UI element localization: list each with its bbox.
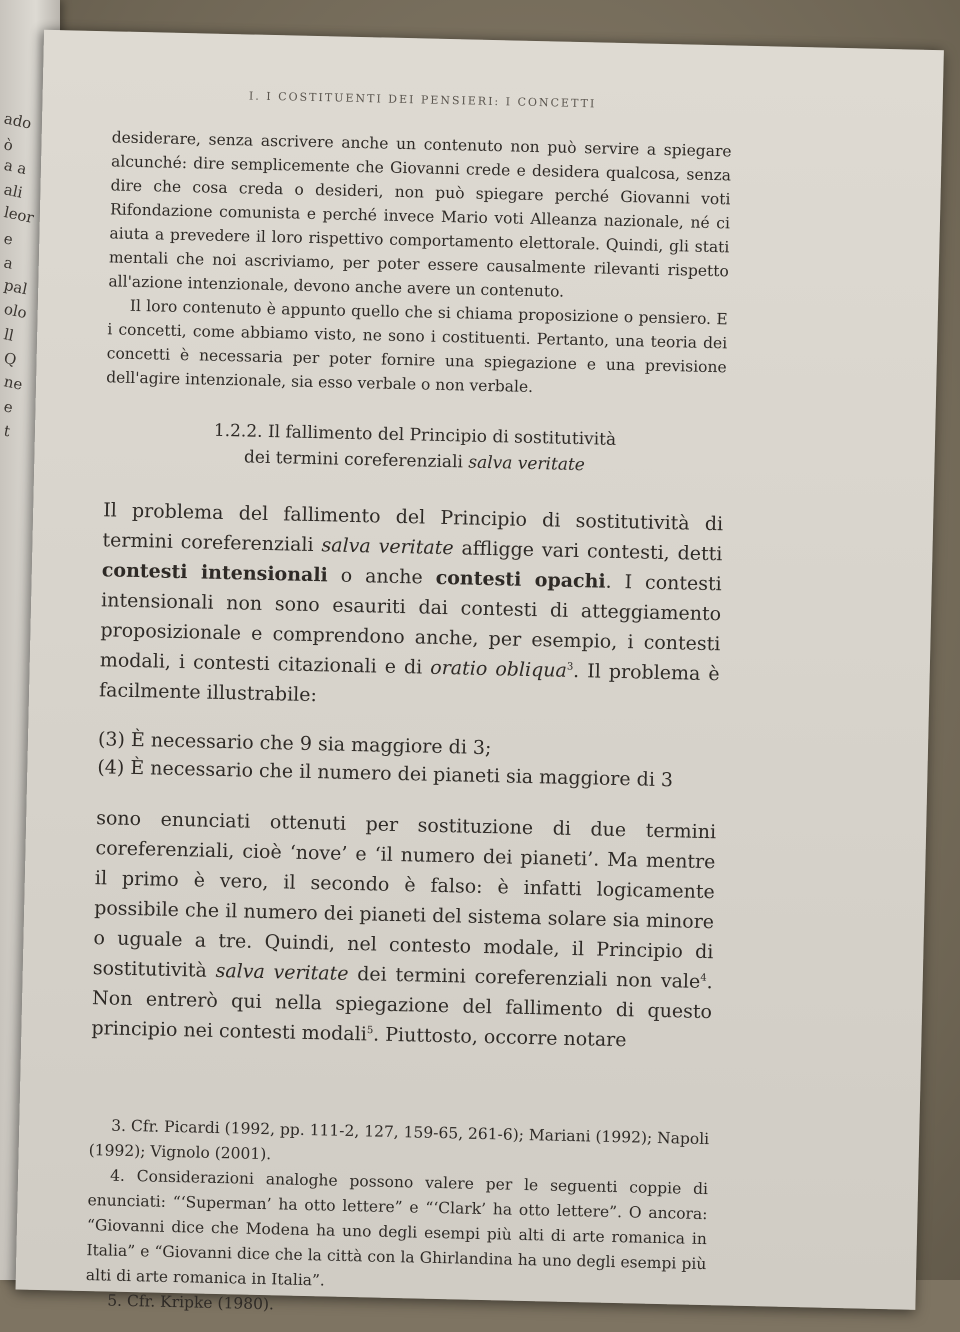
- footnote-ref-4: 4: [700, 972, 707, 984]
- paragraph-after-examples: [91, 803, 716, 1057]
- paragraph-top-1: desiderare, senza ascrivere anche un contenuto non può servire a spiegare alcunché: dire semplicemente che Giovanni crede e desidera qualcosa, senza dire che cosa creda o desideri, non può spiegare perché Giovanni voti Rifondazione comunista e perché invece Mario voti Alleanza nazionale, né ci aiuta a prevedere il loro rispettivo comportamento elettorale. Quindi, gli stati mentali che noi ascriviamo, per poter essere causalmente rilevanti rispetto all'azione intenzionale, devono anche avere un contenuto.: [108, 128, 732, 301]
- after-italic: salva veritate: [215, 959, 349, 985]
- example-list: [97, 725, 718, 795]
- after-text: dei termini coreferenziali non vale: [348, 962, 701, 993]
- example-4: (4) È necessario che il numero dei pianeti sia maggiore di 3: [97, 756, 674, 792]
- prev-page-fragment: e: [2, 229, 15, 249]
- intro-italic: salva veritate: [321, 534, 454, 560]
- after-text: . Non entrerò qui nella spiegazione del fallimento di questo principio nei contesti modali: [91, 971, 713, 1046]
- prev-page-fragment: ll: [2, 325, 16, 345]
- paragraph-intro: [99, 495, 724, 719]
- intro-text: . Il problema è facilmente illustrabile:: [98, 659, 720, 707]
- after-text: . Piuttosto, occorre notare: [372, 1023, 627, 1052]
- intro-text: affligge vari contesti, detti: [453, 537, 723, 566]
- footnote-ref-5: 5: [366, 1025, 374, 1037]
- after-text: sono enunciati ottenuti per sostituzione di due termini coreferenziali, cioè ‘nove’ e ‘il numero dei pianeti’. Ma mentre il primo è vero, il secondo è falso: è infatti logicamente possibile che il numero dei pianeti del sistema solare sia minore o uguale a tre. Quindi, nel contesto modale, il Principio di sostitutività: [92, 807, 717, 982]
- section-number: 1.2.2.: [213, 420, 263, 442]
- footnote-5: 5. Cfr. Kripke (1980).: [107, 1291, 275, 1314]
- example-3: (3) È necessario che 9 sia maggiore di 3;: [97, 728, 492, 760]
- paragraph-top-2: Il loro contenuto è appunto quello che si chiama proposizione o pensiero. E i concetti, come abbiamo visto, ne sono i costituenti. Pertanto, una teoria dei concetti è necessaria per poter fornire una spiegazione e una previsione dell'agire intenzionale, sia esso verbale o non verbale.: [106, 296, 728, 396]
- section-title-line1: Il fallimento del Principio di sostitutività: [267, 421, 617, 450]
- prev-page-fragment: a: [2, 253, 15, 273]
- section-heading: [104, 415, 725, 481]
- prev-page-fragment: ò: [2, 135, 15, 155]
- intro-italic-oratio: oratio obliqua: [430, 656, 568, 682]
- prev-page-fragment: t: [2, 421, 12, 441]
- intro-text: o anche: [327, 564, 436, 589]
- footnote-ref-3: 3: [566, 661, 574, 673]
- prev-page-fragment: a a: [2, 155, 29, 179]
- section-title-line2: dei termini coreferenziali: [243, 447, 464, 473]
- footnote-4: 4. Considerazioni analoghe possono valere per le seguenti coppie di enunciati: “‘Superman’ ha otto lettere” e “‘Clark’ ha otto lettere”. O ancora: “Giovanni dice che Modena ha uno degli esempi più alti di arte romanica in Italia” e “Giovanni dice che la città con la Ghirlandina ha uno degli esempi più alti di arte romanica in Italia”.: [85, 1166, 709, 1290]
- prev-page-fragment: leor: [2, 203, 36, 227]
- prev-page-fragment: pal: [2, 275, 29, 299]
- prev-page-fragment: Q: [2, 348, 19, 370]
- footnotes: [85, 1113, 709, 1327]
- prev-page-fragment: ado: [2, 109, 34, 133]
- running-head: I. I COSTITUENTI DEI PENSIERI: I CONCETTI: [248, 89, 597, 111]
- section-title-italic: salva veritate: [468, 452, 586, 476]
- prev-page-fragment: olo: [2, 299, 29, 323]
- prev-page-fragment: ne: [2, 372, 25, 394]
- footnote-3: 3. Cfr. Picardi (1992, pp. 111-2, 127, 159-65, 261-6); Mariani (1992); Napoli (1992); Vignolo (2001).: [88, 1116, 710, 1164]
- intro-text: Il problema del fallimento del Principio di sostitutività di termini coreferenziali: [102, 499, 724, 557]
- intro-text: . I contesti intensionali non sono esauriti dai contesti di atteggiamento proposizionale e comprendono anche, per esempio, i contesti modali, i contesti citazionali e di: [99, 570, 722, 679]
- book-page: [16, 30, 944, 1314]
- term-contesti-intensionali: contesti intensionali: [101, 559, 329, 587]
- prev-page-fragment: ali: [2, 180, 25, 202]
- term-contesti-opachi: contesti opachi: [435, 566, 606, 593]
- prev-page-fragment: e: [2, 397, 15, 417]
- page-content: [85, 86, 733, 1327]
